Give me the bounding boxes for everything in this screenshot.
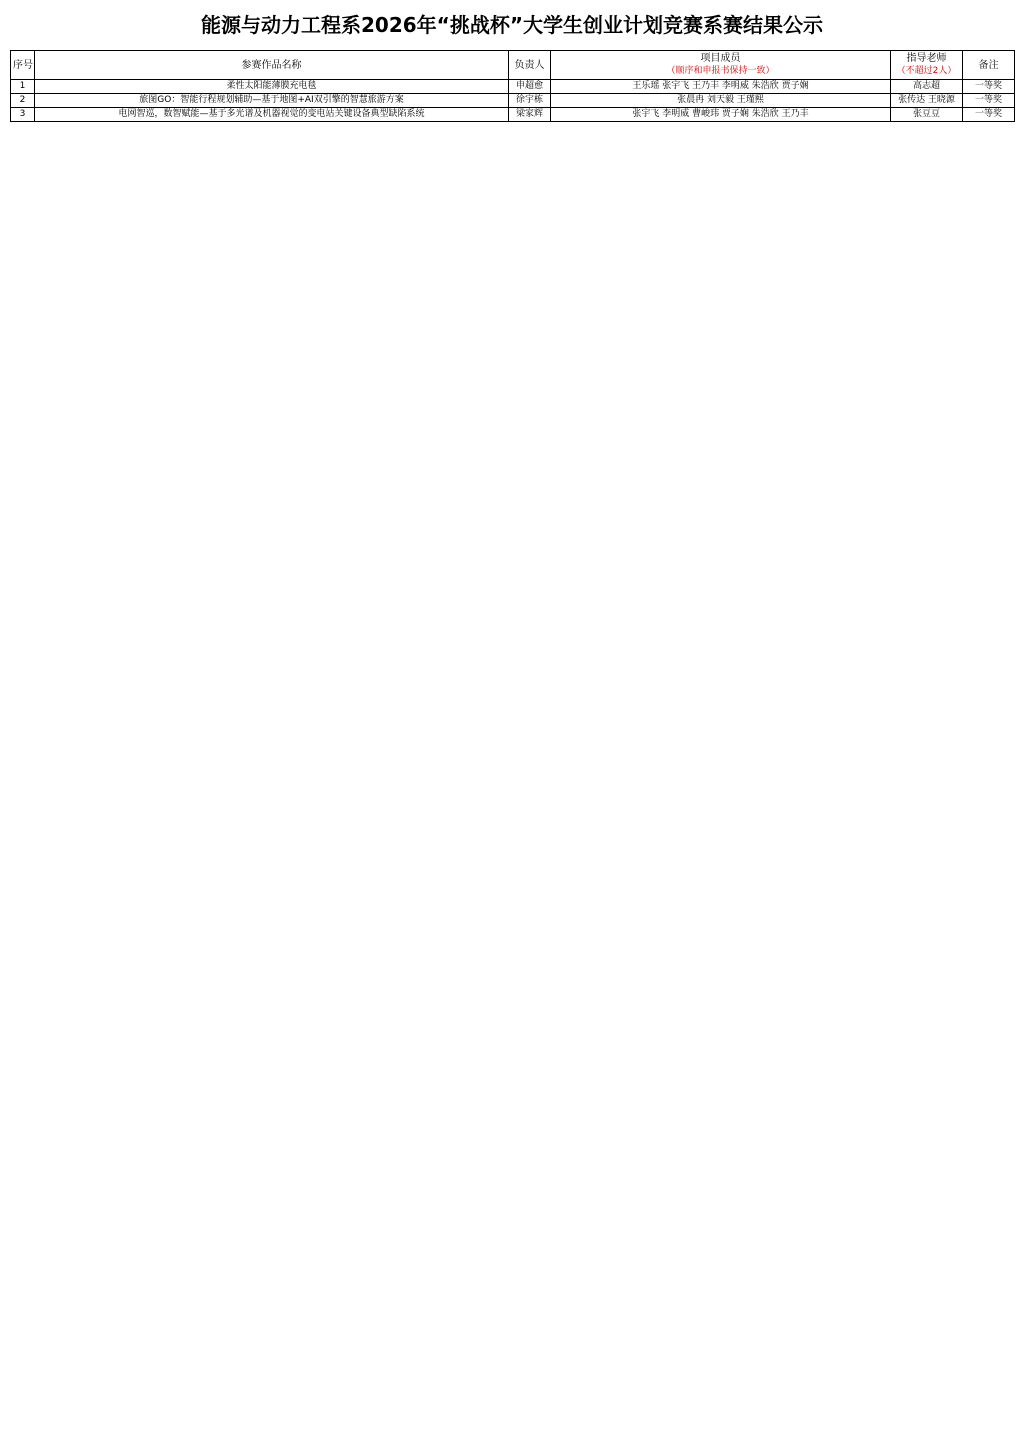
cell-advisor: 张豆豆 — [891, 108, 963, 122]
header-advisor-label: 指导老师 — [906, 53, 947, 64]
cell-leader: 申超愈 — [509, 80, 551, 94]
header-advisor-note: （不超过2人） — [896, 66, 957, 76]
header-remark: 备注 — [963, 51, 1015, 80]
header-members-label: 项目成员 — [700, 53, 741, 64]
cell-project: 柔性太阳能薄膜充电毯 — [35, 80, 509, 94]
cell-leader: 徐宇栋 — [509, 94, 551, 108]
cell-leader: 梁家辉 — [509, 108, 551, 122]
page — [10, 0, 1014, 122]
header-members-note: （顺序和申报书保持一致） — [666, 66, 775, 76]
results-body — [11, 80, 1015, 122]
cell-members: 王乐瑶 张宇飞 王乃丰 李明威 朱浩欣 贾子娴 — [551, 80, 891, 94]
page-title: 能源与动力工程系2026年“挑战杯”大学生创业计划竞赛系赛结果公示 — [201, 13, 823, 37]
header-row — [11, 51, 1015, 80]
cell-remark: 一等奖 — [963, 108, 1015, 122]
cell-members: 张宇飞 李明威 曹峻玮 贾子娴 朱浩欣 王乃丰 — [551, 108, 891, 122]
table-row — [11, 108, 1015, 122]
header-idx: 序号 — [11, 51, 35, 80]
cell-idx: 1 — [11, 80, 35, 94]
cell-remark: 一等奖 — [963, 94, 1015, 108]
cell-advisor: 张传达 王晓源 — [891, 94, 963, 108]
cell-members: 张晨冉 刘天毅 王瑾熙 — [551, 94, 891, 108]
cell-idx: 3 — [11, 108, 35, 122]
header-members — [551, 51, 891, 80]
results-table — [10, 50, 1015, 122]
table-row — [11, 80, 1015, 94]
cell-project: 旅图GO：智能行程规划辅助—基于地图+AI双引擎的智慧旅游方案 — [35, 94, 509, 108]
header-project: 参赛作品名称 — [35, 51, 509, 80]
cell-idx: 2 — [11, 94, 35, 108]
cell-advisor: 高志超 — [891, 80, 963, 94]
header-advisor — [891, 51, 963, 80]
cell-remark: 一等奖 — [963, 80, 1015, 94]
cell-project: 电网智巡，数智赋能—基于多光谱及机器视觉的变电站关键设备典型缺陷系统 — [35, 108, 509, 122]
header-leader: 负责人 — [509, 51, 551, 80]
table-row — [11, 94, 1015, 108]
